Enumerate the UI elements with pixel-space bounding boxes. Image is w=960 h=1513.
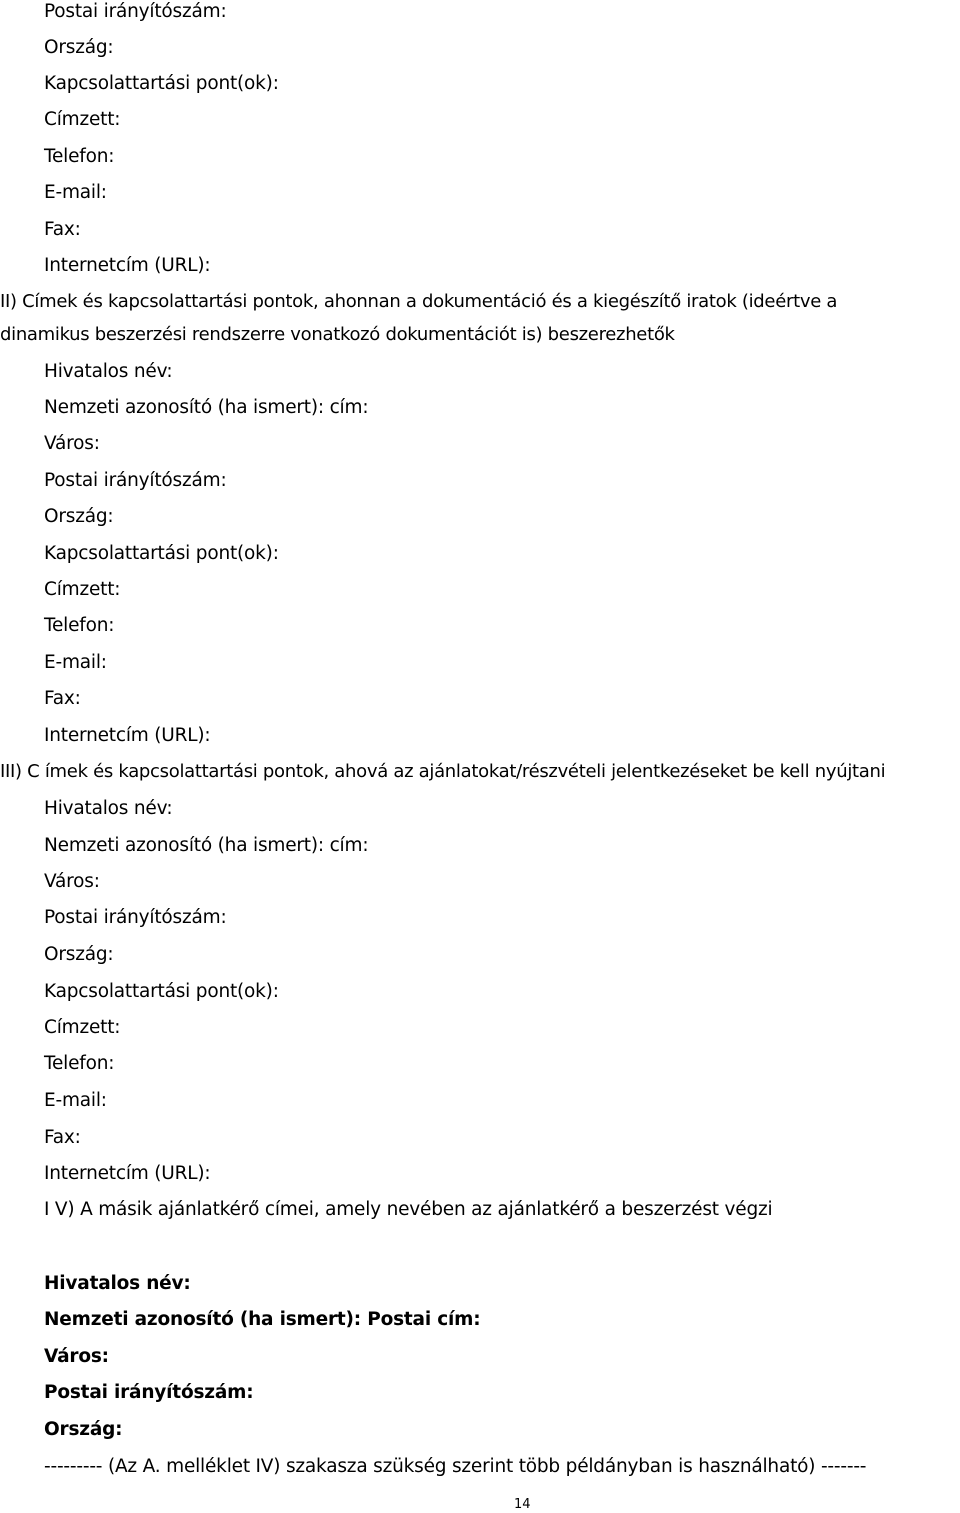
section4-official-name-label: Hivatalos név: — [44, 1273, 191, 1294]
section3-email-label: E-mail: — [44, 1090, 107, 1111]
section4-national-id-label: Nemzeti azonosító (ha ismert): Postai cím: — [44, 1309, 481, 1330]
section2-url-label: Internetcím (URL): — [44, 725, 211, 746]
section3-addressee-label: Címzett: — [44, 1017, 121, 1038]
section2-heading-line2: dinamikus beszerzési rendszerre vonatkozó dokumentációt is) beszerezhetők — [0, 324, 675, 345]
page-number: 14 — [514, 1497, 531, 1512]
section3-heading: III) C ímek és kapcsolattartási pontok, ahová az ajánlatokat/részvételi jelentkezéseket be kell nyújtani — [0, 761, 886, 782]
section2-email-label: E-mail: — [44, 652, 107, 673]
section3-phone-label: Telefon: — [44, 1053, 115, 1074]
section3-country-label: Ország: — [44, 944, 114, 965]
section3-url-label: Internetcím (URL): — [44, 1163, 211, 1184]
section2-official-name-label: Hivatalos név: — [44, 361, 173, 382]
section2-fax-label: Fax: — [44, 688, 81, 709]
section4-postal-code-label: Postai irányítószám: — [44, 1382, 254, 1403]
section3-official-name-label: Hivatalos név: — [44, 798, 173, 819]
section2-city-label: Város: — [44, 433, 100, 454]
section2-phone-label: Telefon: — [44, 615, 115, 636]
section2-national-id-label: Nemzeti azonosító (ha ismert): cím: — [44, 397, 369, 418]
top-country-label: Ország: — [44, 37, 114, 58]
top-phone-label: Telefon: — [44, 146, 115, 167]
top-fax-label: Fax: — [44, 219, 81, 240]
section2-addressee-label: Címzett: — [44, 579, 121, 600]
section2-heading-line1: II) Címek és kapcsolattartási pontok, ahonnan a dokumentáció és a kiegészítő iratok (ideértve a — [0, 291, 838, 312]
section4-city-label: Város: — [44, 1346, 109, 1367]
section2-contact-points-label: Kapcsolattartási pont(ok): — [44, 543, 279, 564]
top-addressee-label: Címzett: — [44, 109, 121, 130]
section3-national-id-label: Nemzeti azonosító (ha ismert): cím: — [44, 835, 369, 856]
section2-country-label: Ország: — [44, 506, 114, 527]
top-postal-code-label: Postai irányítószám: — [44, 1, 227, 22]
section4-country-label: Ország: — [44, 1419, 123, 1440]
top-email-label: E-mail: — [44, 182, 107, 203]
section3-fax-label: Fax: — [44, 1127, 81, 1148]
top-url-label: Internetcím (URL): — [44, 255, 211, 276]
section3-postal-code-label: Postai irányítószám: — [44, 907, 227, 928]
section2-postal-code-label: Postai irányítószám: — [44, 470, 227, 491]
section3-city-label: Város: — [44, 871, 100, 892]
top-contact-points-label: Kapcsolattartási pont(ok): — [44, 73, 279, 94]
section3-contact-points-label: Kapcsolattartási pont(ok): — [44, 981, 279, 1002]
section4-footer-note: --------- (Az A. melléklet IV) szakasza szükség szerint több példányban is használható) ------- — [44, 1456, 867, 1477]
section4-heading: I V) A másik ajánlatkérő címei, amely nevében az ajánlatkérő a beszerzést végzi — [44, 1199, 773, 1220]
